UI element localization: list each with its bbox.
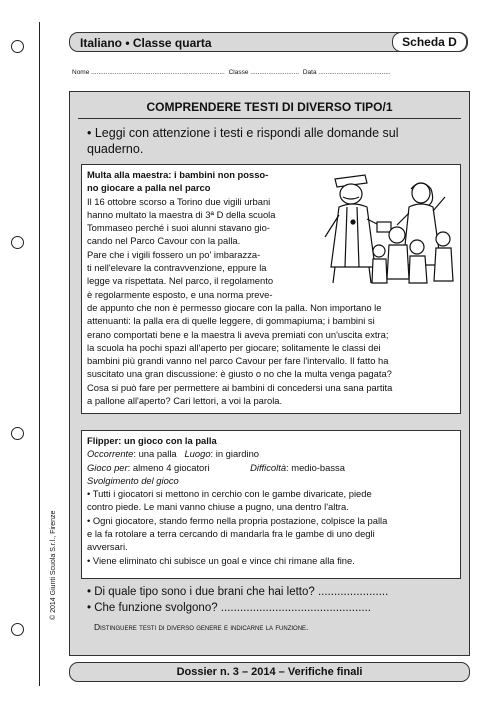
- header-bar: [69, 32, 468, 52]
- student-fields: [72, 69, 470, 76]
- difficulty-label: Difficoltà: [250, 461, 287, 473]
- article-line: suscitato una gran discussione: è giusto o no che la multa venga pagata?: [87, 368, 392, 380]
- game-line: • Tutti i giocatori si mettono in cerchio con le gambe divaricate, piede: [87, 488, 372, 500]
- instruction: • Leggi con attenzione i testi e rispondi alle domande sul quaderno.: [87, 126, 399, 156]
- game-materials-row: [87, 447, 457, 460]
- binder-hole: [11, 40, 24, 53]
- article-line: Cosa si può fare per permettere ai bambini di concedersi una sana partita: [87, 381, 393, 393]
- article-line: bambini più grandi vanno nel parco Cavour per fare l'intervallo. Il fatto ha: [87, 355, 389, 367]
- class-field[interactable]: Classe ...........................: [228, 69, 300, 76]
- binder-hole: [11, 236, 24, 249]
- game-title: Flipper: un gioco con la palla: [87, 435, 217, 446]
- players-label: Gioco per: [87, 461, 128, 473]
- article-line: de appunto che non è permesso giocare con la palla. Non importano le: [87, 301, 382, 313]
- text-box-article: [81, 164, 461, 414]
- worksheet-panel: [69, 91, 470, 656]
- article-line: attenuanti: la palla era di quelle leggere, di gommapiuma; i bambini si: [87, 315, 375, 327]
- learning-objective: Distinguere testi di diverso genere e indicarne la funzione.: [94, 622, 309, 632]
- players-value: : almeno 4 giocatori: [127, 461, 210, 473]
- article-line: legge va rispettata. Nel parco, il regolamento: [87, 275, 274, 287]
- text-box-game: [81, 430, 461, 579]
- copyright: © 2014 Giunti Scuola S.r.l., Firenze: [50, 510, 57, 620]
- question-2: • Che funzione svolgono? ...............................................: [87, 602, 371, 614]
- game-line: avversari.: [87, 541, 128, 553]
- place-value: : in giardino: [210, 448, 260, 460]
- article-line: hanno multato la maestra di 3ª D della scuola: [87, 208, 276, 220]
- article-line: erano comportati bene e la maestra li aveva premiati con un'uscita extra;: [87, 328, 389, 340]
- procedure-heading: Svolgimento del gioco: [87, 474, 179, 486]
- sheet-label: Scheda D: [392, 32, 467, 52]
- name-field[interactable]: Nome ..........................................................................: [72, 69, 225, 76]
- game-line: contro piede. Le mani vanno chiuse a pugno, una dentro l'altra.: [87, 501, 349, 513]
- game-players-row: [87, 461, 457, 474]
- worksheet-title: COMPRENDERE TESTI DI DIVERSO TIPO/1: [146, 100, 393, 114]
- question-1: • Di quale tipo sono i due brani che hai letto? ......................: [87, 586, 389, 598]
- game-line: e la fa rotolare a terra cercando di mandarla fra le gambe di uno degli: [87, 528, 375, 540]
- binder-hole: [11, 427, 24, 440]
- margin-line: [39, 22, 40, 686]
- footer-bar: Dossier n. 3 – 2014 – Verifiche finali: [69, 662, 470, 682]
- article-line: cando nel Parco Cavour con la palla.: [87, 235, 241, 247]
- materials-label: Occorrente: [87, 448, 134, 460]
- subject-title: Italiano • Classe quarta: [80, 36, 212, 50]
- article-title-line2: no giocare a palla nel parco: [87, 182, 211, 194]
- date-field[interactable]: Data ........................................: [302, 69, 391, 76]
- game-line: • Viene eliminato chi subisce un goal e vince chi rimane alla fine.: [87, 554, 355, 566]
- place-label: Luogo: [184, 448, 211, 460]
- article-title-line1: Multa alla maestra: i bambini non posso-: [87, 169, 269, 180]
- game-line: • Ogni giocatore, stando fermo nella propria postazione, colpisce la palla: [87, 514, 388, 526]
- article-line: Il 16 ottobre scorso a Torino due vigili urbani: [87, 195, 271, 207]
- article-line: Pare che i vigili fossero un po' imbarazza-: [87, 248, 261, 260]
- article-line: Tommaseo perché i suoi alunni stavano gio-: [87, 222, 270, 234]
- materials-value: : una palla: [133, 448, 177, 460]
- article-line: a pallone all'aperto? Cari lettori, a voi la parola.: [87, 395, 283, 407]
- binder-hole: [11, 623, 24, 636]
- difficulty-value: : medio-bassa: [286, 461, 345, 473]
- title-underline: [78, 118, 461, 119]
- police-teacher-children-illustration: [317, 167, 457, 287]
- article-line: è regolarmente esposto, e una norma preve-: [87, 288, 273, 300]
- article-line: la scuola ha pochi spazi all'aperto per giocare; solitamente le classi dei: [87, 341, 381, 353]
- article-line: ti nell'elevare la contravvenzione, eppure la: [87, 262, 267, 274]
